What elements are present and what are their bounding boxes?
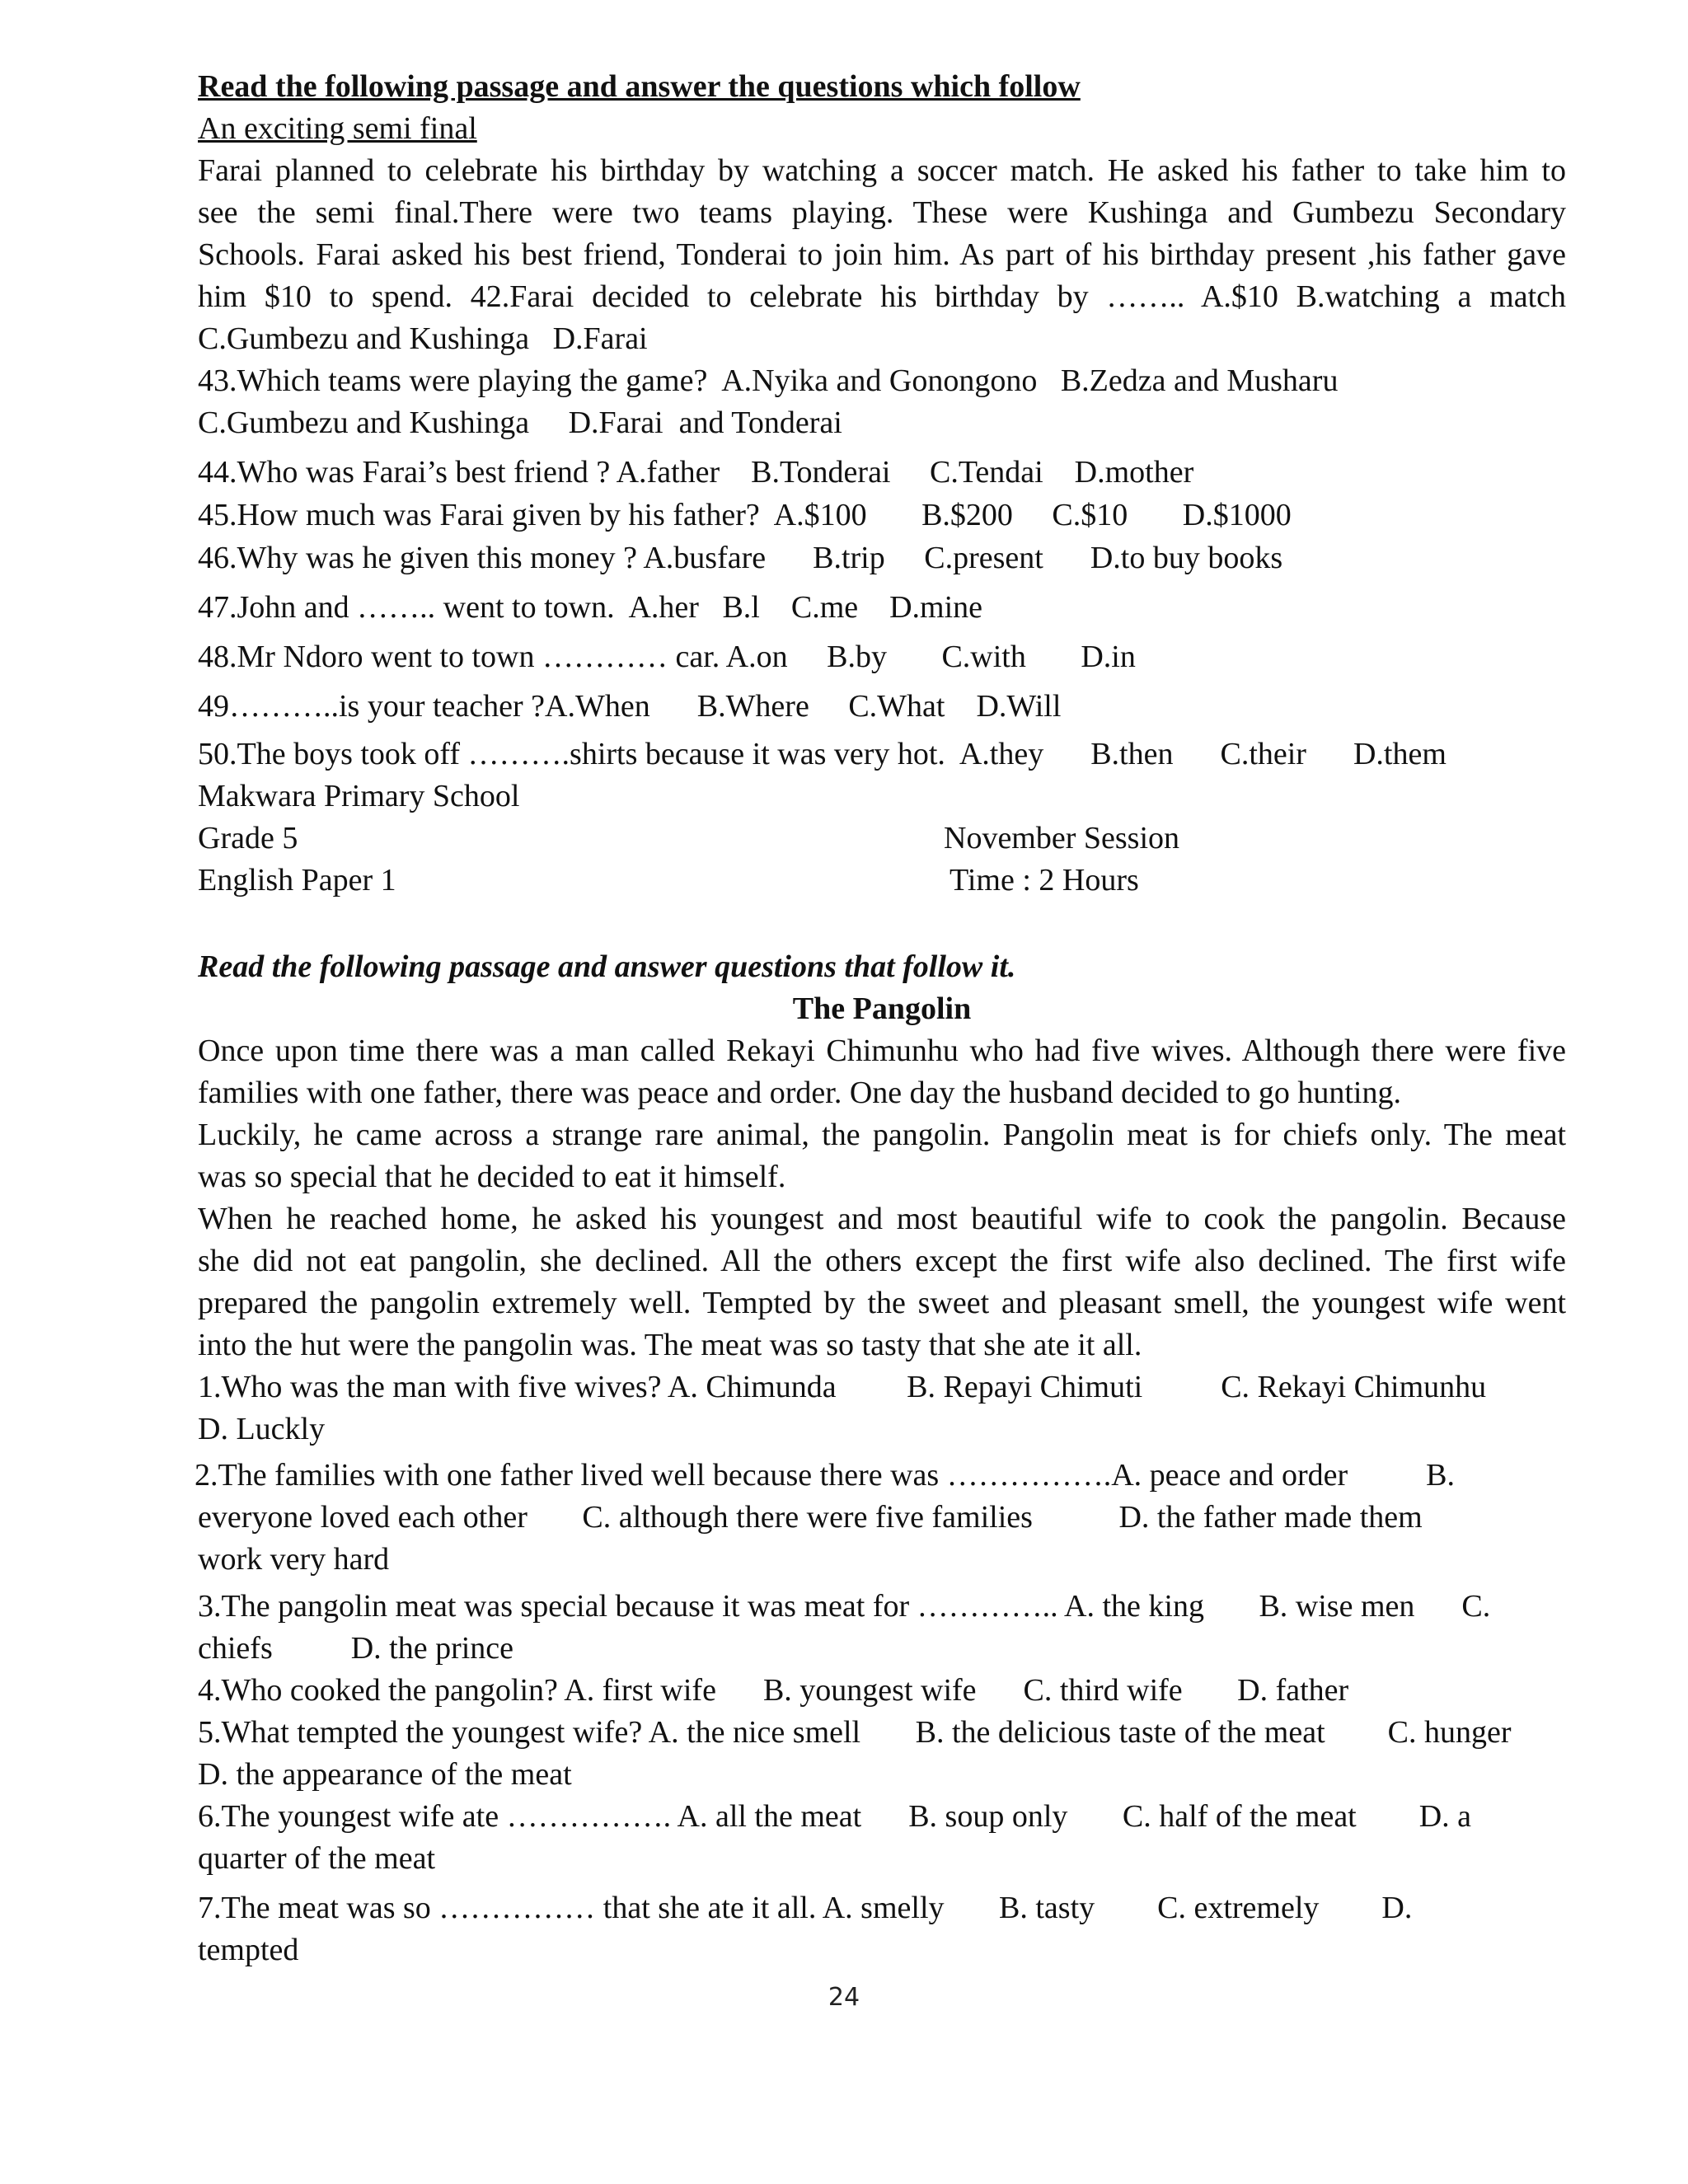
section1-title: An exciting semi final — [198, 111, 477, 146]
section1-passage-line-1: Farai planned to celebrate his birthday by watching a soccer match. He asked his father to take him to — [198, 153, 1566, 188]
question-1-line-1: 1.Who was the man with five wives? A. Chimunda B. Repayi Chimuti C. Rekayi Chimunhu — [198, 1370, 1487, 1404]
page-number: 24 — [828, 1983, 860, 2012]
question-1-line-2: D. Luckly — [198, 1412, 326, 1446]
question-47: 47.John and …….. went to town. A.her B.l C.me D.mine — [198, 590, 983, 625]
question-48: 48.Mr Ndoro went to town ………… car. A.on B.by C.with D.in — [198, 640, 1136, 674]
question-50: 50.The boys took off ……….shirts because it was very hot. A.they B.then C.their D.them — [198, 737, 1447, 771]
time-label: Time : 2 Hours — [950, 863, 1139, 898]
question-6-line-1: 6.The youngest wife ate ……………. A. all the meat B. soup only C. half of the meat D. a — [198, 1799, 1472, 1834]
section2-title: The Pangolin — [792, 991, 972, 1026]
question-49: 49………..is your teacher ?A.When B.Where C.What D.Will — [198, 689, 1062, 724]
question-3-line-1: 3.The pangolin meat was special because it was meat for ………….. A. the king B. wise men C. — [198, 1589, 1491, 1624]
question-2-line-2: everyone loved each other C. although there were five families D. the father made them — [198, 1500, 1423, 1535]
question-46: 46.Why was he given this money ? A.busfare B.trip C.present D.to buy books — [198, 541, 1283, 575]
question-43-line-2: C.Gumbezu and Kushinga D.Farai and Tonderai — [198, 405, 842, 440]
question-7-line-1: 7.The meat was so …………… that she ate it all. A. smelly B. tasty C. extremely D. — [198, 1891, 1413, 1925]
question-44: 44.Who was Farai’s best friend ? A.father B.Tonderai C.Tendai D.mother — [198, 455, 1194, 490]
section1-passage-line-3: Schools. Farai asked his best friend, Tonderai to join him. As part of his birthday present ,his father gave — [198, 237, 1566, 272]
section2-passage-line-2: families with one father, there was peace and order. One day the husband decided to go hunting. — [198, 1076, 1401, 1110]
question-3-line-2: chiefs D. the prince — [198, 1631, 514, 1666]
question-6-line-2: quarter of the meat — [198, 1841, 436, 1876]
paper-label: English Paper 1 — [198, 863, 396, 898]
section2-passage-line-7: prepared the pangolin extremely well. Tempted by the sweet and pleasant smell, the youngest wife went — [198, 1286, 1566, 1320]
section1-passage-line-2: see the semi final.There were two teams playing. These were Kushinga and Gumbezu Secondary — [198, 195, 1566, 230]
section1-passage-line-4: him $10 to spend. 42.Farai decided to celebrate his birthday by …….. A.$10 B.watching a match — [198, 279, 1566, 314]
section2-passage-line-4: was so special that he decided to eat it himself. — [198, 1160, 786, 1194]
section2-passage-line-8: into the hut were the pangolin was. The meat was so tasty that she ate it all. — [198, 1328, 1142, 1362]
question-42-options: C.Gumbezu and Kushinga D.Farai — [198, 321, 648, 356]
section2-passage-line-3: Luckily, he came across a strange rare animal, the pangolin. Pangolin meat is for chiefs only. The meat — [198, 1118, 1566, 1152]
section2-passage-line-6: she did not eat pangolin, she declined. All the others except the first wife also declined. The first wife — [198, 1244, 1566, 1278]
section2-instruction: Read the following passage and answer questions that follow it. — [198, 949, 1016, 984]
grade-label: Grade 5 — [198, 821, 298, 855]
question-43-line-1: 43.Which teams were playing the game? A.Nyika and Gonongono B.Zedza and Musharu — [198, 363, 1339, 398]
session-label: November Session — [944, 821, 1180, 855]
question-5-line-2: D. the appearance of the meat — [198, 1757, 572, 1792]
section2-passage-line-5: When he reached home, he asked his youngest and most beautiful wife to cook the pangolin. Because — [198, 1202, 1566, 1236]
section2-passage-line-1: Once upon time there was a man called Rekayi Chimunhu who had five wives. Although there were five — [198, 1033, 1566, 1068]
question-2-line-3: work very hard — [198, 1542, 390, 1577]
section1-heading: Read the following passage and answer the questions which follow — [198, 69, 1081, 104]
question-45: 45.How much was Farai given by his father? A.$100 B.$200 C.$10 D.$1000 — [198, 498, 1292, 532]
question-7-line-2: tempted — [198, 1933, 299, 1967]
question-5-line-1: 5.What tempted the youngest wife? A. the nice smell B. the delicious taste of the meat C. hunger — [198, 1715, 1512, 1750]
question-4: 4.Who cooked the pangolin? A. first wife B. youngest wife C. third wife D. father — [198, 1673, 1349, 1708]
question-2-line-1: 2.The families with one father lived well because there was …………….A. peace and order B. — [195, 1458, 1455, 1493]
school-name: Makwara Primary School — [198, 779, 520, 813]
